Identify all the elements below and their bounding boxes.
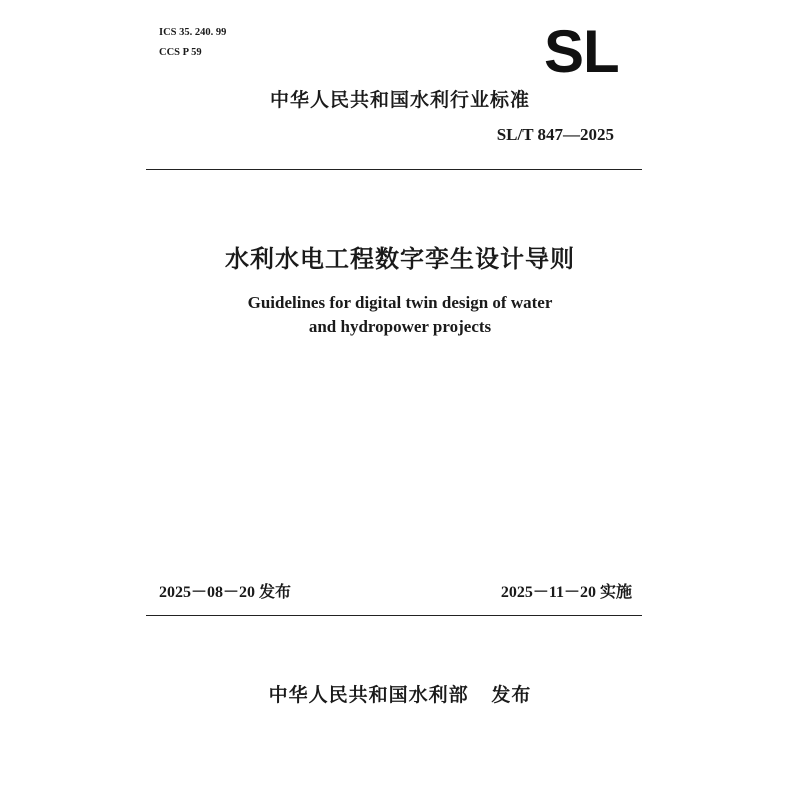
sl-logo: SL (544, 18, 619, 85)
ics-code: ICS 35. 240. 99 (159, 27, 227, 38)
publisher: 中华人民共和国水利部 发布 (268, 684, 532, 706)
document-title-en-line1: Guidelines for digital twin design of water (247, 293, 553, 312)
top-divider (146, 169, 642, 170)
bottom-divider (146, 615, 642, 616)
standard-category: 中华人民共和国水利行业标准 (269, 89, 530, 111)
issue-date: 2025－08－20 发布 (159, 584, 292, 601)
standard-number: SL/T 847—2025 (496, 125, 614, 144)
document-title-en-line2: and hydropower projects (308, 317, 492, 336)
document-title-zh: 水利水电工程数字孪生设计导则 (225, 245, 575, 273)
implementation-date: 2025－11－20 实施 (500, 584, 632, 601)
ccs-code: CCS P 59 (159, 47, 202, 58)
